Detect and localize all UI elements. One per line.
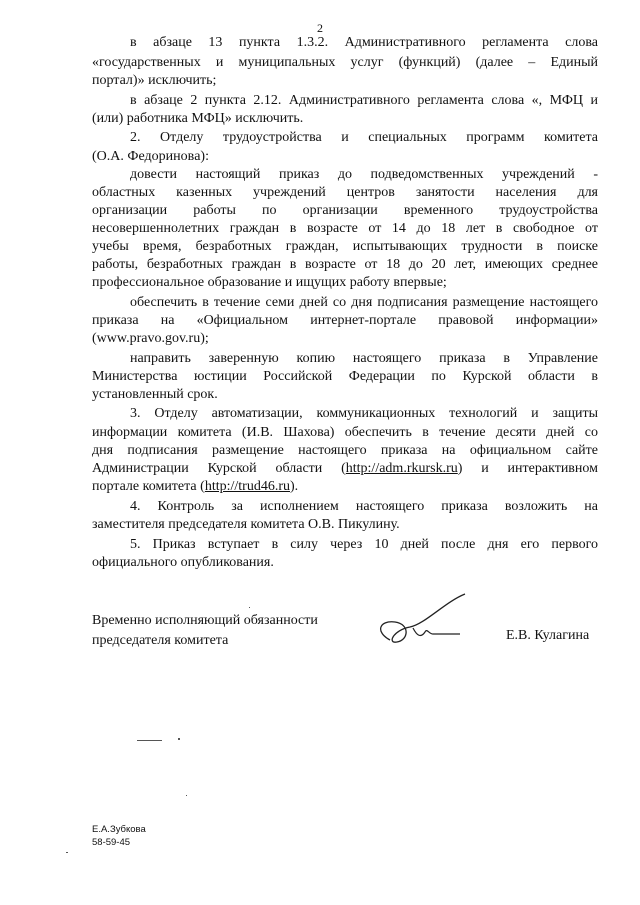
text-segment: ). xyxy=(289,479,299,494)
text-line: 2. Отделу трудоустройства и специальных программ комитета xyxy=(130,130,598,145)
text-line: учебы время, безработных граждан, испытывающих трудности в поиске xyxy=(92,239,598,254)
url-link[interactable]: http://adm.rkursk.ru xyxy=(345,461,458,476)
text-line: (www.pravo.gov.ru); xyxy=(92,331,209,346)
text-line: заместителя председателя комитета О.В. Пикулину. xyxy=(92,517,400,532)
text-line: профессиональное образование и ищущих работу впервые; xyxy=(92,275,447,290)
text-line: направить заверенную копию настоящего приказа в Управление xyxy=(130,351,598,366)
text-line: официального опубликования. xyxy=(92,555,274,570)
text-line: «государственных и муниципальных услуг (функций) (далее – Единый xyxy=(92,55,598,70)
text-segment: портале комитета ( xyxy=(92,479,205,494)
text-line: Министерства юстиции Российской Федерации по Курской области в xyxy=(92,369,598,384)
text-line: довести настоящий приказ до подведомственных учреждений - xyxy=(130,167,598,182)
scan-mark xyxy=(66,852,68,853)
text-line: 5. Приказ вступает в силу через 10 дней после дня его первого xyxy=(130,537,598,552)
executor-phone: 58-59-45 xyxy=(92,837,131,848)
signatory-position xyxy=(92,611,318,651)
url-link[interactable]: http://trud46.ru xyxy=(204,479,290,494)
text-line: установленный срок. xyxy=(92,387,218,402)
scan-mark xyxy=(186,795,187,796)
text-line: работы, безработных граждан в возрасте от 18 до 20 лет, имеющих среднее xyxy=(92,257,598,272)
text-line: несовершеннолетних граждан в возрасте от 14 до 18 лет в свободное от xyxy=(92,221,598,236)
text-line: областных казенных учреждений центров занятости населения для xyxy=(92,185,598,200)
text-line: дня подписания размещение настоящего приказа на официальном сайте xyxy=(92,443,598,458)
text-segment: ) и интерактивном xyxy=(457,461,599,476)
text-line: портал)» исключить; xyxy=(92,73,217,88)
text-line xyxy=(92,478,298,496)
signatory-name: Е.В. Кулагина xyxy=(506,628,590,643)
text-segment: Администрации Курской области ( xyxy=(92,461,346,476)
text-line: в абзаце 2 пункта 2.12. Административного регламента слова «, МФЦ и xyxy=(130,93,598,108)
text-line: 4. Контроль за исполнением настоящего приказа возложить на xyxy=(130,499,598,514)
page-number: 2 xyxy=(317,21,323,35)
text-line xyxy=(92,460,598,478)
text-line: (или) работника МФЦ» исключить. xyxy=(92,111,304,126)
scan-mark xyxy=(249,607,250,608)
text-line: информации комитета (И.В. Шахова) обеспечить в течение десяти дней со xyxy=(92,425,598,440)
text-line: (О.А. Федориновa): xyxy=(92,149,209,164)
text-line: приказа на «Официальном интернет-портале правовой информации» xyxy=(92,313,598,328)
text-line: 3. Отделу автоматизации, коммуникационных технологий и защиты xyxy=(130,406,598,421)
signatory-position-line2: председателя комитета xyxy=(92,633,229,648)
executor-name: Е.А.Зубкова xyxy=(92,824,146,835)
text-line: в абзаце 13 пункта 1.3.2. Административного регламента слова xyxy=(130,35,598,50)
text-line: организации работы по организации временного трудоустройства xyxy=(92,203,598,218)
scan-mark xyxy=(178,738,180,740)
executor-info xyxy=(92,823,146,849)
signatory-position-line1: Временно исполняющий обязанности xyxy=(92,613,318,628)
text-line: обеспечить в течение семи дней со дня подписания размещение настоящего xyxy=(130,295,598,310)
scan-mark xyxy=(137,740,162,741)
handwritten-signature xyxy=(365,592,485,652)
